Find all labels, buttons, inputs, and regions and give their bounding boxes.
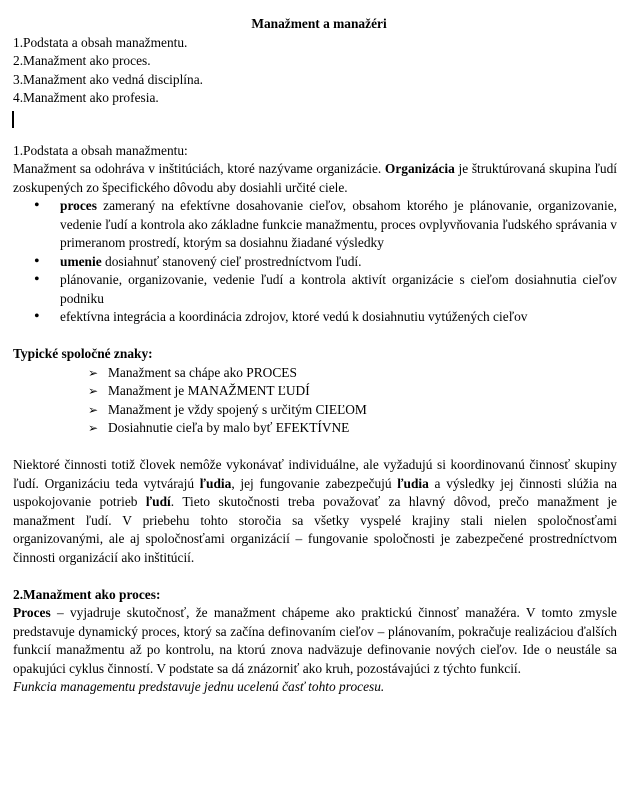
section2-heading: 2.Manažment ako proces: [13,586,161,602]
signs-list [13,364,617,438]
paragraph-bold-term: ľudia [397,475,429,491]
paragraph-text: , jej fungovanie zabezpečujú [231,475,398,491]
bullet-icon: • [34,197,40,214]
list-item [88,364,617,383]
bullet-icon: • [34,271,40,288]
toc-item: 3.Manažment ako vedná disciplína. [13,71,204,87]
intro-text: je štruktúrovaná skupina ľudí zoskupených zo špecifického dôvodu aby dosiahli určité ciele. [13,161,617,195]
list-item [88,401,617,420]
list-item-text: Dosiahnutie cieľa by malo byť EFEKTÍVNE [108,420,350,435]
arrow-bullet-icon: ➢ [88,402,99,417]
list-item [13,308,617,327]
italic-note: Funkcia managementu predstavuje jednu ucelenú časť tohto procesu. [13,679,385,694]
paragraph-text: a výsledky jej činnosti slúžia na uspokojovanie potrieb [13,475,617,509]
bullet-icon: • [34,252,40,270]
list-item-text: Manažment sa chápe ako PROCES [108,364,297,380]
list-item-term: proces [60,198,97,213]
list-item [13,197,617,253]
list-item [88,419,617,438]
list-item-text: Manažment je vždy spojený s určitým CIEĽOM [108,401,367,417]
list-item-text: dosiahnuť stanovený cieľ prostredníctvom ľudí. [101,253,362,269]
list-item-text: efektívna integrácia a koordinácia zdrojov, ktoré vedú k dosiahnutiu vytúžených cieľov [60,309,528,324]
intro-text: Manažment sa odohráva v inštitúciách, ktoré nazývame organizácie. [13,161,385,176]
section2-paragraph [13,604,617,678]
list-item-text: Manažment je MANAŽMENT ĽUDÍ [108,383,310,398]
section1-heading: 1.Podstata a obsah manažmentu: [13,142,188,158]
toc-item: 1.Podstata a obsah manažmentu. [13,34,188,50]
paragraph-text: Niektoré činnosti totiž človek nemôže vykonávať individuálne, ale vyžadujú si koordinovanú činnosť skupiny ľudí. Organizáciu teda vytvárajú [13,457,617,491]
list-item [13,253,617,272]
paragraph-bold-term: ľudia [199,475,232,491]
signs-heading: Typické spoločné znaky: [13,346,153,361]
arrow-bullet-icon: ➢ [88,365,99,380]
paragraph-text: . Tieto skutočnosti treba považovať za hlavný dôvod, prečo manažment je manažment ľudí. V priebehu tohto storočia sa všetky vyspelé krajiny stali nielen spoločnosťami organizovanými, ale aj spoločnosťami organizácií – fungovanie spoločnosti je zabezpečené prostredníctvom činnosti organizácií ako inštitúcií. [13,494,618,565]
arrow-bullet-icon: ➢ [88,421,99,435]
intro-bold-term: Organizácia [384,161,455,176]
bullet-icon: • [34,308,40,325]
paragraph-bold-term: Proces [13,605,51,620]
list-item-text: zameraný na efektívne dosahovanie cieľov, obsahom ktorého je plánovanie, organizovanie, vedenie ľudí a kontrola ako základne funkcie manažmentu, proces ovplyvňovania ľudského správania v primeranom prostredí, ktorým sa dosiahnu žiadané výsledky [60,198,617,250]
document-page [13,15,617,697]
list-item-term: umenie [60,253,102,269]
section1-intro [13,160,617,197]
list-item [88,382,617,401]
page-title: Manažment a manažéri [251,16,387,31]
list-item-text: plánovanie, organizovanie, vedenie ľudí a kontrola aktivít organizácie s cieľom dosiahnutia cieľov podniku [60,272,617,306]
paragraph-bold-term: ľudí [145,494,171,509]
text-cursor[interactable] [12,111,14,128]
paragraph-text: – vyjadruje skutočnosť, že manažment chápeme ako praktickú činnosť manažéra. V tomto zmysle predstavuje dynamický proces, ktorý sa začína definovaním cieľov – plánovaním, pokračuje realizáciou ďalších funkcií manažmentu až po kontrolu, na ktorú znova nadväzuje definovanie nových cieľov. Ide o neustále sa opakujúci cyklus činností. V podstate sa dá znázorniť ako kruh, pozostávajúci z týchto funkcií. [13,605,617,676]
body-paragraph [13,456,617,567]
toc-item: 2.Manažment ako proces. [13,53,151,68]
arrow-bullet-icon: ➢ [88,384,99,398]
toc-item: 4.Manažment ako profesia. [13,90,159,105]
definition-list [13,197,617,327]
table-of-contents [13,34,617,108]
list-item [13,271,617,308]
